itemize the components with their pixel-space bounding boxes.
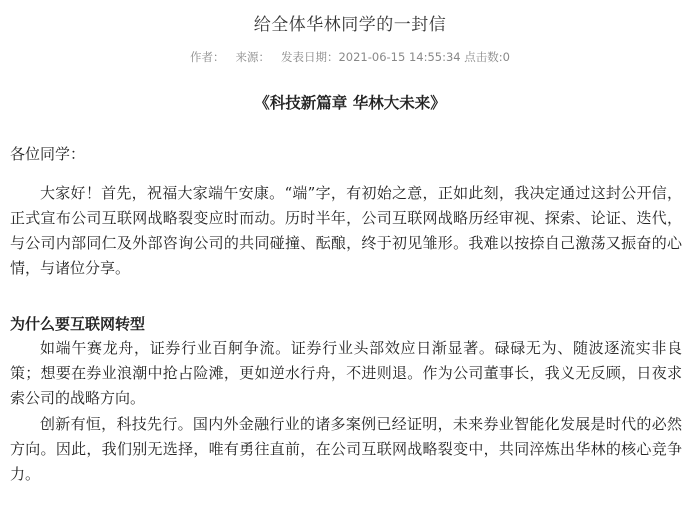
author-label: 作者：	[190, 50, 225, 64]
clicks-label: 点击数:	[464, 50, 503, 64]
article-subtitle: 《科技新篇章 华林大未来》	[254, 93, 446, 112]
section-heading: 为什么要互联网转型	[10, 315, 146, 333]
paragraph-opening: 大家好！首先，祝福大家端午安康。“端”字，有初始之意，正如此刻，我决定通过这封公开信，正式宣布公司互联网战略裂变应时而动。历时半年，公司互联网战略历经审视、探索、论证、迭代，与公司内部同仁及外部咨询公司的共同碰撞、酝酿，终于初见雏形。我难以按捺自己激荡又振奋的心情，与诸位分享。	[10, 184, 682, 277]
date-label: 发表日期：	[280, 50, 339, 64]
source-label: 来源：	[235, 50, 270, 64]
greeting: 各位同学：	[10, 145, 86, 163]
article-meta	[0, 49, 700, 65]
clicks-value: 0	[502, 50, 510, 64]
article-title: 给全体华林同学的一封信	[253, 15, 447, 35]
paragraph-innovation: 创新有恒，科技先行。国内外金融行业的诸多案例已经证明，未来券业智能化发展是时代的必然方向。因此，我们别无选择，唯有勇往直前，在公司互联网战略裂变中，共同淬炼出华林的核心竞争力。	[10, 415, 682, 483]
date-value: 2021-06-15 14:55:34	[338, 50, 461, 64]
paragraph-dragon-boat: 如端午赛龙舟，证券行业百舸争流。证券行业头部效应日渐显著。碌碌无为、随波逐流实非良策；想要在券业浪潮中抢占险滩，更如逆水行舟，不进则退。作为公司董事长，我义无反顾，日夜求索公司的战略方向。	[10, 339, 682, 407]
